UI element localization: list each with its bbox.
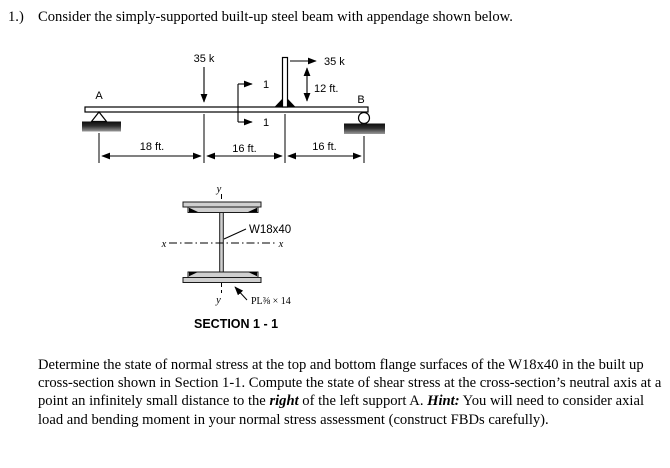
question-hint-label: Hint:: [427, 393, 460, 410]
question-part1: Determine the state of normal stress at the top and bottom flange surfaces of the W18x40 in the built up cross-section shown in Section 1-1. Compute the state of shear stress at the cross-section’s neutral axis at a point an infinitely small distance to the: [38, 357, 662, 410]
beam-line: [85, 107, 368, 112]
beam-diagram: [82, 53, 385, 163]
support-b-label: B: [357, 94, 365, 106]
question-part2: of the left support A.: [298, 393, 428, 410]
section-cut-label-bottom: 1: [263, 117, 270, 129]
section-cut-label-top: 1: [263, 79, 270, 91]
dim-label-span1: 18 ft.: [139, 141, 165, 153]
support-b-roller: [359, 113, 370, 124]
section-caption: SECTION 1 - 1: [194, 317, 279, 331]
weld-right: [288, 99, 296, 108]
question-text: [38, 356, 667, 429]
web: [220, 213, 224, 273]
support-b-block: [344, 124, 385, 135]
cover-plate-bottom: [183, 278, 261, 283]
dim-label-span3: 16 ft.: [312, 141, 337, 153]
x-axis-label-left: x: [161, 239, 167, 250]
y-axis-label-top: y: [216, 184, 222, 195]
problem-number: 1.): [8, 9, 24, 25]
question-emphasis-right: right: [269, 393, 299, 410]
plate-size-leader: [235, 287, 247, 300]
support-a-pin: [92, 112, 107, 122]
problem-title: Consider the simply-supported built-up steel beam with appendage shown below.: [38, 9, 513, 25]
cover-plate-top: [183, 202, 261, 207]
post-height-label: 12 ft.: [314, 83, 339, 95]
plate-size-label: PL⅜ × 14: [251, 296, 291, 307]
support-a-label: A: [95, 90, 103, 102]
horizontal-load-label: 35 k: [324, 56, 345, 68]
vertical-load-label: 35 k: [193, 53, 215, 65]
bottom-flange: [188, 272, 258, 278]
beam-size-label: W18x40: [249, 224, 292, 236]
question-part3: You will need to consider axial load and bending moment in your normal stress assessment (construct FBDs carefully).: [38, 393, 645, 428]
y-axis-label-bottom: y: [216, 295, 221, 306]
cross-section: [161, 184, 292, 331]
support-a-block: [82, 122, 121, 132]
weld-left: [275, 99, 283, 108]
dim-label-span2: 16 ft.: [232, 143, 257, 155]
top-flange: [188, 207, 258, 213]
beam-size-leader: [224, 229, 246, 239]
x-axis-label-right: x: [278, 239, 284, 250]
appendage-post: [283, 58, 288, 108]
